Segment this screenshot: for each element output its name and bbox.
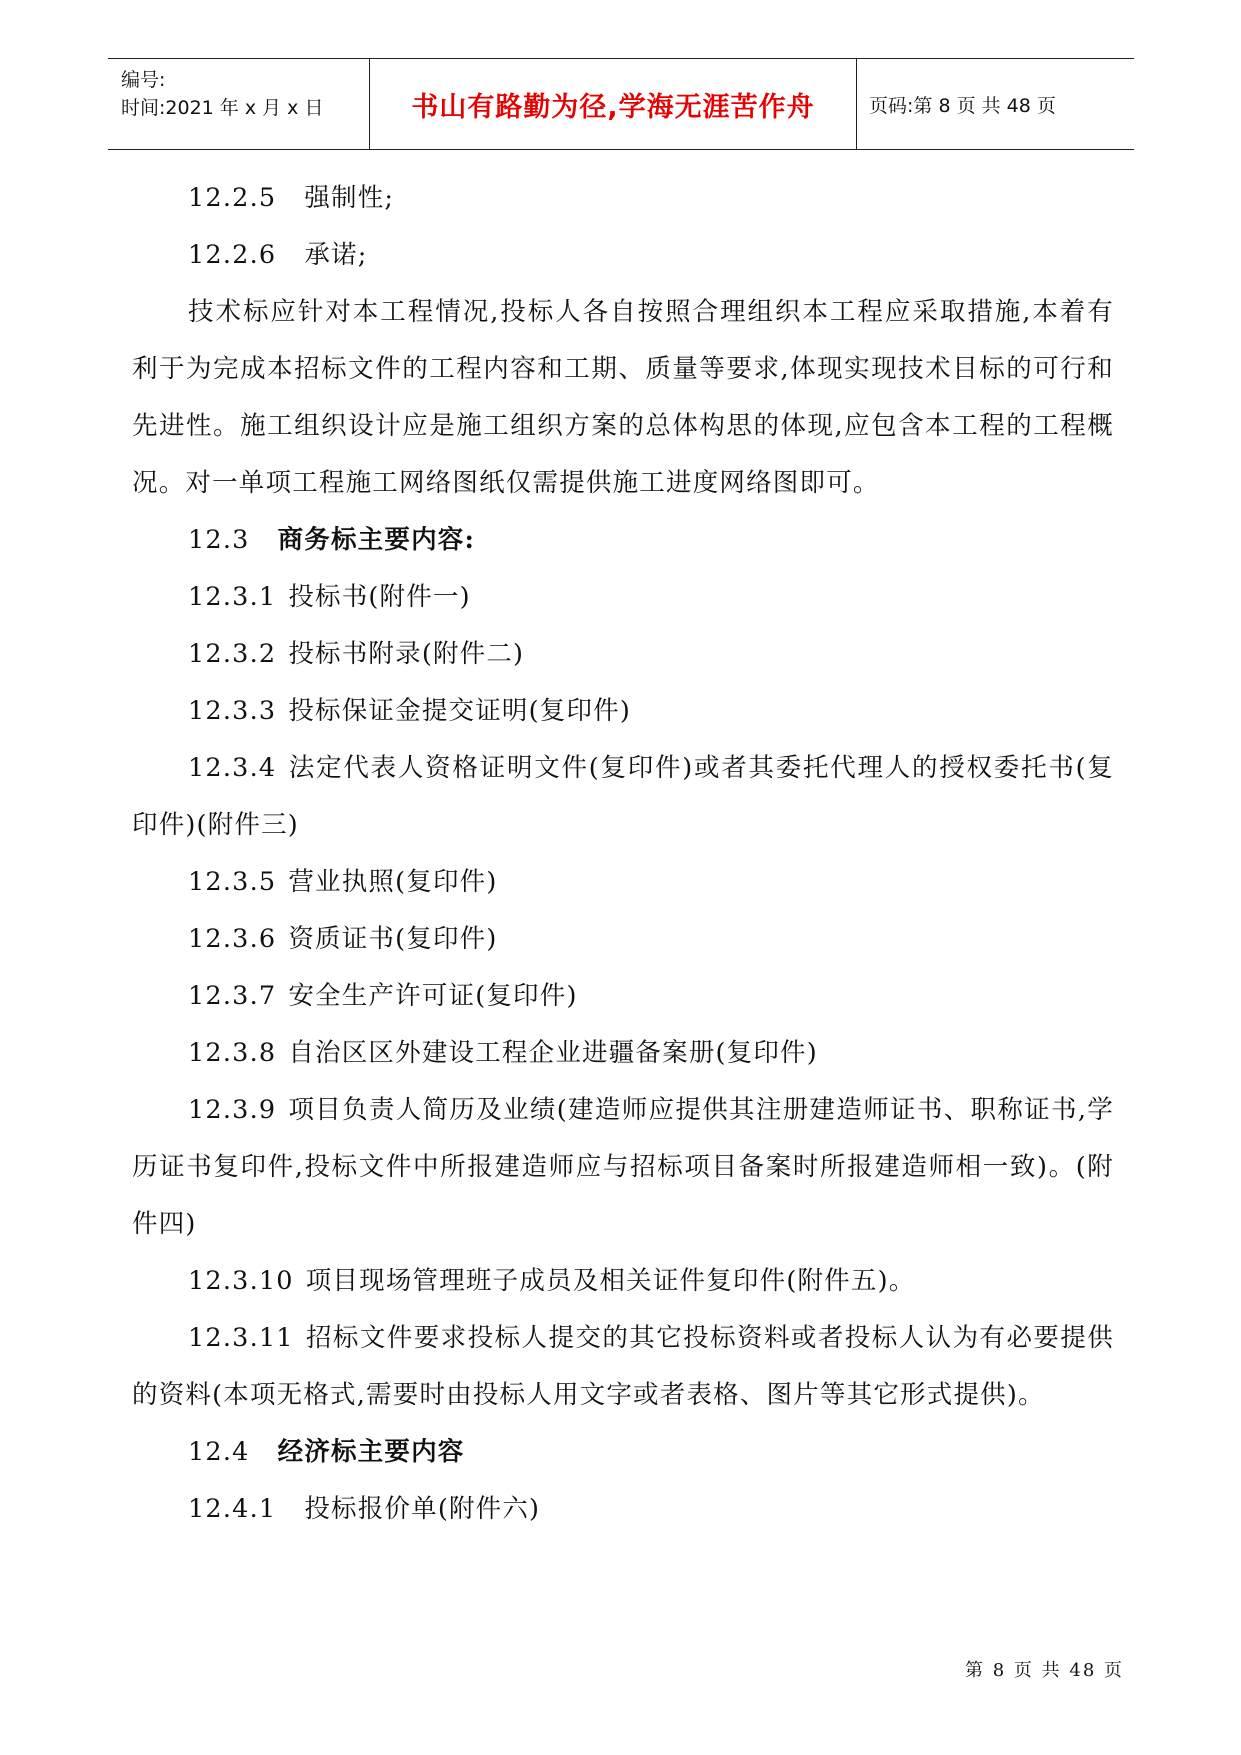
item-12-3-2	[132, 626, 1114, 683]
item-12-3-8	[132, 1025, 1114, 1082]
item-12-3-4	[132, 740, 1114, 854]
header-meta	[108, 59, 370, 149]
section-title: 商务标主要内容:	[277, 525, 476, 555]
item-text: 投标书附录(附件二)	[288, 639, 525, 669]
item-text: 项目负责人简历及业绩(建造师应提供其注册建造师证书、职称证书,学历证书复印件,投标文件中所报建造师应与招标项目备案时所报建造师相一致)。(附件四)	[132, 1095, 1114, 1239]
header-page-info: 页码:第 8 页 共 48 页	[869, 94, 1056, 117]
item-12-3-6	[132, 911, 1114, 968]
item-12-3-10	[132, 1253, 1114, 1310]
item-12-3-1	[132, 569, 1114, 626]
item-12-4-1	[132, 1481, 1114, 1538]
page-header	[108, 58, 1134, 150]
item-12-3-11	[132, 1310, 1114, 1424]
item-text: 投标书(附件一)	[288, 582, 471, 612]
doc-number-label: 编号:	[121, 69, 166, 91]
item-12-2-6	[132, 227, 1114, 284]
section-12-4-heading	[132, 1424, 1114, 1481]
item-number: 12.3.7	[188, 981, 277, 1011]
item-12-3-9	[132, 1082, 1114, 1253]
section-12-3-heading	[132, 512, 1114, 569]
item-text: 法定代表人资格证明文件(复印件)或者其委托代理人的授权委托书(复印件)(附件三)	[132, 753, 1114, 840]
section-number: 12.3	[188, 525, 250, 555]
section-number: 12.4	[188, 1437, 250, 1467]
doc-time-label: 时间:2021 年 x 月 x 日	[121, 97, 324, 119]
item-text: 安全生产许可证(复印件)	[288, 981, 578, 1011]
item-12-2-5	[132, 170, 1114, 227]
item-number: 12.2.5	[188, 183, 277, 213]
section-title: 经济标主要内容	[277, 1437, 465, 1467]
item-number: 12.4.1	[188, 1494, 277, 1524]
item-text: 招标文件要求投标人提交的其它投标资料或者投标人认为有必要提供的资料(本项无格式,需要时由投标人用文字或者表格、图片等其它形式提供)。	[132, 1323, 1114, 1410]
item-number: 12.3.1	[188, 582, 277, 612]
header-motto-cell	[370, 59, 857, 149]
item-number: 12.3.10	[188, 1266, 294, 1296]
item-text: 项目现场管理班子成员及相关证件复印件(附件五)。	[305, 1266, 916, 1296]
item-text: 投标报价单(附件六)	[304, 1494, 541, 1524]
item-text: 承诺;	[304, 240, 368, 270]
item-number: 12.3.5	[188, 867, 277, 897]
item-text: 强制性;	[304, 183, 395, 213]
item-text: 营业执照(复印件)	[288, 867, 498, 897]
document-body	[132, 170, 1114, 1538]
item-text: 投标保证金提交证明(复印件)	[288, 696, 632, 726]
tech-paragraph: 技术标应针对本工程情况,投标人各自按照合理组织本工程应采取措施,本着有利于为完成本招标文件的工程内容和工期、质量等要求,体现实现技术目标的可行和先进性。施工组织设计应是施工组织方案的总体构思的体现,应包含本工程的工程概况。对一单项工程施工网络图纸仅需提供施工进度网络图即可。	[132, 297, 1114, 498]
item-number: 12.3.11	[188, 1323, 294, 1353]
page-footer: 第 8 页 共 48 页	[965, 1660, 1124, 1681]
item-number: 12.3.4	[188, 753, 277, 783]
item-number: 12.3.3	[188, 696, 277, 726]
item-12-3-5	[132, 854, 1114, 911]
item-12-3-7	[132, 968, 1114, 1025]
item-12-3-3	[132, 683, 1114, 740]
item-number: 12.3.2	[188, 639, 277, 669]
header-motto: 书山有路勤为径,学海无涯苦作舟	[411, 91, 815, 123]
item-text: 资质证书(复印件)	[288, 924, 498, 954]
item-text: 自治区区外建设工程企业进疆备案册(复印件)	[288, 1038, 818, 1068]
item-number: 12.3.6	[188, 924, 277, 954]
item-number: 12.3.8	[188, 1038, 277, 1068]
item-number: 12.2.6	[188, 240, 277, 270]
item-number: 12.3.9	[188, 1095, 277, 1125]
